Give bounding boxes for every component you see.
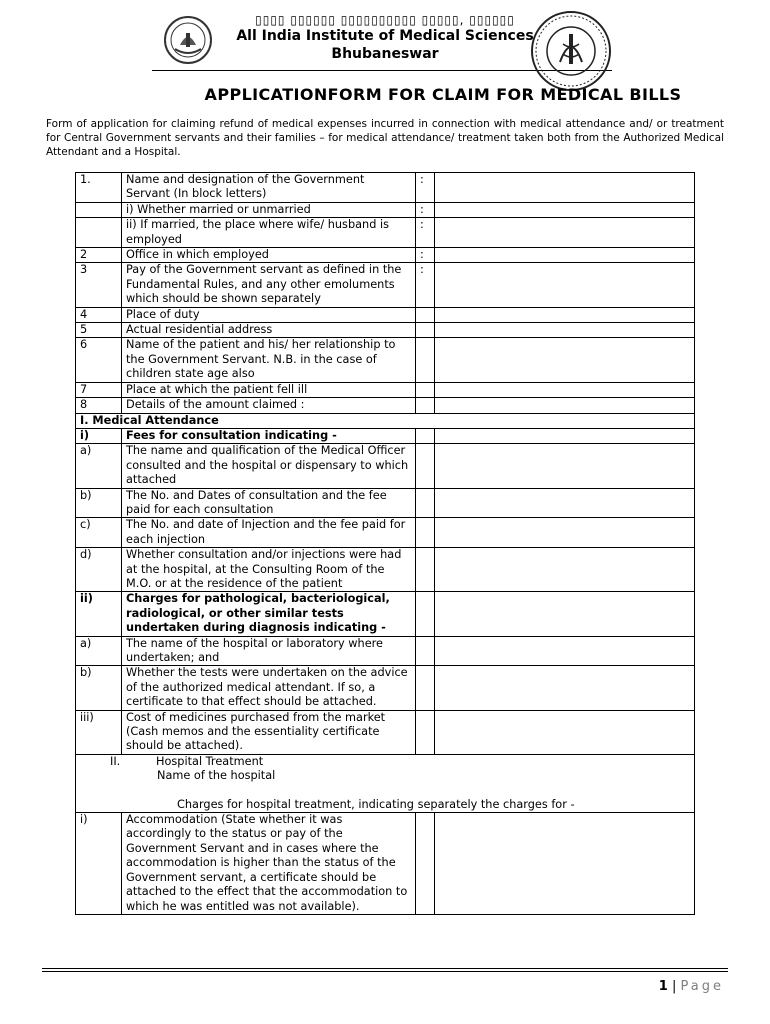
form-row [76, 202, 695, 217]
row-number: a) [76, 636, 122, 666]
row-number: 2 [76, 248, 122, 263]
page-number-separator: | [671, 979, 677, 994]
row-colon [416, 636, 435, 666]
row-answer-field[interactable] [435, 666, 695, 710]
form-row [76, 218, 695, 248]
row-description: i) Whether married or unmarried [122, 202, 416, 217]
row-number: 8 [76, 398, 122, 413]
form-row [76, 548, 695, 592]
row-number: iii) [76, 710, 122, 754]
hospital-roman-numeral: II. [110, 754, 121, 768]
row-number [76, 218, 122, 248]
row-answer-field[interactable] [435, 202, 695, 217]
hospital-name-line: Name of the hospital [157, 769, 276, 783]
header-hindi-line: ▯▯▯▯ ▯▯▯▯▯▯ ▯▯▯▯▯▯▯▯▯▯ ▯▯▯▯▯, ▯▯▯▯▯▯ [255, 13, 515, 27]
document-header [0, 10, 770, 80]
row-number: 6 [76, 338, 122, 382]
row-number: i) [76, 813, 122, 915]
form-row [76, 338, 695, 382]
row-answer-field[interactable] [435, 548, 695, 592]
row-answer-field[interactable] [435, 813, 695, 915]
row-number: ii) [76, 592, 122, 636]
footer-rule [42, 968, 728, 969]
row-description: Accommodation (State whether it was accordingly to the status or pay of the Government Servant and in cases where the accommodation is higher than the status of the Government servant, a certificate should be attached to the effect that the accommodation to which he was entitled was not available). [122, 813, 416, 915]
row-answer-field[interactable] [435, 382, 695, 397]
form-row [76, 398, 695, 413]
row-description: The No. and date of Injection and the fee paid for each injection [122, 518, 416, 548]
form-row [76, 248, 695, 263]
row-answer-field[interactable] [435, 710, 695, 754]
row-answer-field[interactable] [435, 488, 695, 518]
row-answer-field[interactable] [435, 218, 695, 248]
row-answer-field[interactable] [435, 592, 695, 636]
form-row [76, 173, 695, 203]
form-row [76, 307, 695, 322]
row-number: 7 [76, 382, 122, 397]
row-number: d) [76, 548, 122, 592]
form-introduction: Form of application for claiming refund of medical expenses incurred in connection with medical attendance and/ or treatment for Central Government servants and their families – for medical attendance/ treatment taken both from the Authorized Medical Attendant and a Hospital. [46, 118, 724, 158]
page-number [659, 979, 724, 994]
row-colon [416, 382, 435, 397]
row-colon [416, 323, 435, 338]
form-row [76, 413, 695, 428]
row-answer-field[interactable] [435, 444, 695, 488]
section-heading: I. Medical Attendance [76, 413, 695, 428]
row-answer-field[interactable] [435, 518, 695, 548]
row-colon: : [416, 173, 435, 203]
claim-form-table [75, 172, 695, 915]
row-colon [416, 548, 435, 592]
row-description: The No. and Dates of consultation and the fee paid for each consultation [122, 488, 416, 518]
row-answer-field[interactable] [435, 323, 695, 338]
row-colon: : [416, 218, 435, 248]
row-number [76, 202, 122, 217]
row-colon [416, 488, 435, 518]
page-number-value: 1 [658, 979, 668, 994]
form-row [76, 666, 695, 710]
row-description: Whether consultation and/or injections were had at the hospital, at the Consulting Room of the M.O. or at the residence of the patient [122, 548, 416, 592]
row-description: Name and designation of the Government Servant (In block letters) [122, 173, 416, 203]
row-number: 1. [76, 173, 122, 203]
row-description: Cost of medicines purchased from the market (Cash memos and the essentiality certificate should be attached). [122, 710, 416, 754]
row-number: 3 [76, 263, 122, 307]
row-colon [416, 592, 435, 636]
page-label: Page [680, 979, 724, 994]
form-row [76, 263, 695, 307]
row-answer-field[interactable] [435, 338, 695, 382]
row-answer-field[interactable] [435, 428, 695, 443]
row-colon [416, 398, 435, 413]
row-description: Fees for consultation indicating - [122, 428, 416, 443]
form-row [76, 636, 695, 666]
row-description: ii) If married, the place where wife/ husband is employed [122, 218, 416, 248]
institute-seal-right [530, 10, 612, 92]
form-row [76, 488, 695, 518]
row-number: b) [76, 666, 122, 710]
form-row [76, 444, 695, 488]
row-answer-field[interactable] [435, 307, 695, 322]
institute-name: All India Institute of Medical Sciences [236, 28, 534, 44]
row-number: i) [76, 428, 122, 443]
row-colon [416, 813, 435, 915]
row-description: Name of the patient and his/ her relationship to the Government Servant. N.B. in the case of children state age also [122, 338, 416, 382]
row-colon [416, 666, 435, 710]
row-colon: : [416, 263, 435, 307]
row-answer-field[interactable] [435, 173, 695, 203]
row-description: Place at which the patient fell ill [122, 382, 416, 397]
row-colon [416, 444, 435, 488]
form-row [76, 518, 695, 548]
row-description: Charges for pathological, bacteriological, radiological, or other similar tests undertaken during diagnosis indicating - [122, 592, 416, 636]
row-colon: : [416, 202, 435, 217]
form-row [76, 323, 695, 338]
hospital-charges-line: Charges for hospital treatment, indicating separately the charges for - [177, 797, 575, 811]
footer-rule-second [42, 971, 728, 972]
row-description: Details of the amount claimed : [122, 398, 416, 413]
row-number: 4 [76, 307, 122, 322]
form-row [76, 592, 695, 636]
row-number: c) [76, 518, 122, 548]
row-description: Whether the tests were undertaken on the advice of the authorized medical attendant. If so, a certificate to that effect should be attached. [122, 666, 416, 710]
row-answer-field[interactable] [435, 636, 695, 666]
row-number: a) [76, 444, 122, 488]
row-colon [416, 710, 435, 754]
row-answer-field[interactable] [435, 398, 695, 413]
row-description: Pay of the Government servant as defined in the Fundamental Rules, and any other emoluments which should be shown separately [122, 263, 416, 307]
form-row [76, 813, 695, 915]
hospital-treatment-cell [76, 754, 695, 812]
row-answer-field[interactable] [435, 263, 695, 307]
form-row [76, 428, 695, 443]
form-title: APPLICATIONFORM FOR CLAIM FOR MEDICAL BILLS [204, 85, 682, 104]
row-number: 5 [76, 323, 122, 338]
claim-form-body [76, 173, 695, 915]
row-description: The name of the hospital or laboratory where undertaken; and [122, 636, 416, 666]
row-colon [416, 338, 435, 382]
hospital-treatment-block [76, 754, 695, 812]
hospital-heading-line [80, 755, 690, 769]
institute-city: Bhubaneswar [331, 46, 439, 62]
row-colon [416, 518, 435, 548]
row-colon: : [416, 248, 435, 263]
row-number: b) [76, 488, 122, 518]
row-description: Office in which employed [122, 248, 416, 263]
row-colon [416, 307, 435, 322]
form-row [76, 710, 695, 754]
row-answer-field[interactable] [435, 248, 695, 263]
row-description: The name and qualification of the Medical Officer consulted and the hospital or dispensary to which attached [122, 444, 416, 488]
hospital-heading: Hospital Treatment [156, 754, 264, 768]
form-row [76, 382, 695, 397]
row-colon [416, 428, 435, 443]
row-description: Actual residential address [122, 323, 416, 338]
row-description: Place of duty [122, 307, 416, 322]
